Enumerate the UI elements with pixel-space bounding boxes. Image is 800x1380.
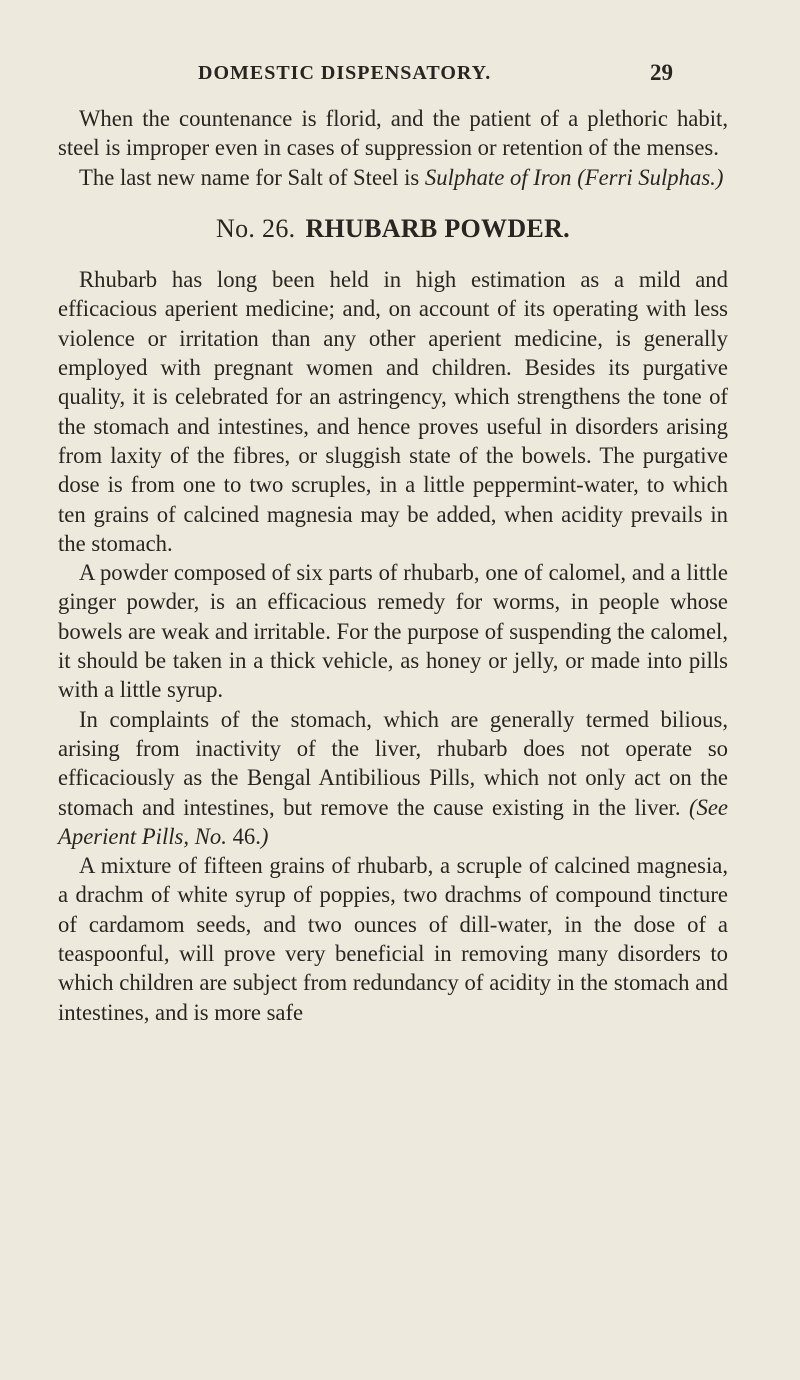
heading-title: RHUBARB POWDER.	[305, 213, 570, 243]
paragraph-worm-remedy: A powder composed of six parts of rhubarb, one of calomel, and a little ginger powder, is an efficacious remedy for worms, in people whose bowels are weak and irritable. For the purpose of suspending the calomel, it should be taken in a thick vehicle, as honey or jelly, or made into pills with a little syrup.	[58, 560, 728, 703]
sulphate-text: The last new name for Salt of Steel is	[79, 164, 425, 190]
bilious-text: In complaints of the stomach, which are generally termed bilious, arising from inactivity of the liver, rhubarb does not operate so efficaciously as the Bengal Antibilious Pills, which not only act on the stomach and intestines, but remove the cause existing in the liver.	[58, 706, 728, 820]
ref-open-paren: (	[688, 794, 697, 820]
page-header	[0, 62, 800, 96]
running-title: DOMESTIC DISPENSATORY.	[198, 62, 492, 84]
paragraph-children-mixture: A mixture of fifteen grains of rhubarb, a scruple of calcined magnesia, a drachm of white syrup of poppies, two drachms of compound tincture of cardamom seeds, and two ounces of dill-water, in the dose of a teaspoonful, will prove very beneficial in removing many disorders to which children are subject from redundancy of acidity in the stomach and intestines, and is more safe	[58, 853, 728, 1025]
page-number: 29	[650, 60, 673, 85]
heading-number: No. 26.	[216, 213, 296, 243]
paragraph-steel-caution: When the countenance is florid, and the patient of a plethoric habit, steel is improper even in cases of suppression or retention of the menses.	[58, 106, 728, 161]
sulphate-of-iron-name: Sulphate of Iron (Ferri Sulphas.)	[424, 164, 724, 190]
ref-close-paren: )	[260, 823, 269, 849]
ref-see-aperient-pills: See Aperient Pills, No.	[58, 794, 728, 849]
paragraph-bilious-complaints	[58, 705, 728, 851]
ref-number: 46.	[226, 823, 261, 849]
section-heading	[58, 214, 728, 243]
body-text	[58, 104, 728, 1027]
paragraph-rhubarb-properties: Rhubarb has long been held in high estimation as a mild and efficacious aperient medicine; and, on account of its operating with less violence or irritation than any other aperient medicine, is generally employed with pregnant women and children. Besides its purgative quality, it is celebrated for an astringency, which strengthens the tone of the stomach and intestines, and hence proves useful in disorders arising from laxity of the fibres, or sluggish state of the bowels. The purgative dose is from one to two scruples, in a little peppermint-water, to which ten grains of calcined magnesia may be added, when acidity prevails in the stomach.	[58, 267, 728, 556]
paragraph-sulphate-of-iron	[58, 163, 728, 192]
